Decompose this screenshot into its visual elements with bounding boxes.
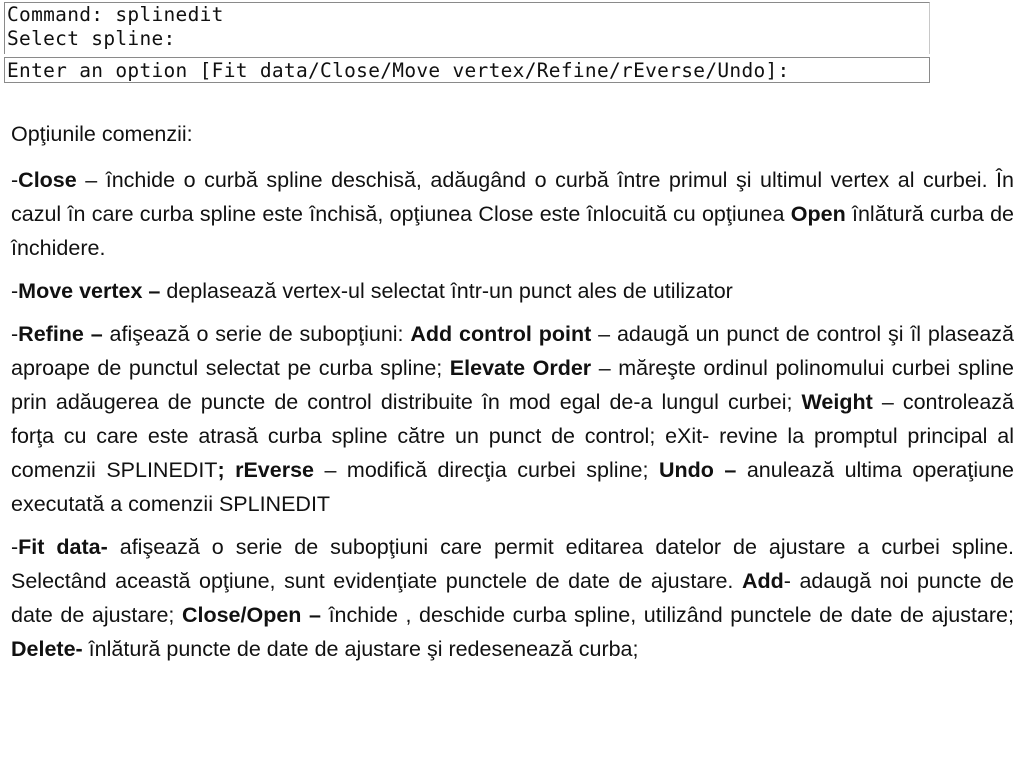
undo-description: anulează ultima operaţiune executată a comenzii SPLINEDIT [11,458,1015,516]
command-prompt-line[interactable]: Enter an option [Fit data/Close/Move vertex/Refine/rEverse/Undo]: [4,57,930,83]
close-option-paragraph [11,163,1014,265]
close-open-term: Close/Open – [181,603,321,627]
close-description: – închide o curbă spline deschisă, adăugând o curbă între primul şi ultimul vertex al curbei. În cazul în care curba spline este închisă, opţiunea Close este înlocuită cu opţiunea [11,168,1014,226]
open-term: Open [790,202,846,226]
bullet-dash: - [11,535,19,559]
move-vertex-option-paragraph [11,274,1014,308]
document-body [11,117,1014,675]
refine-option-paragraph [11,317,1014,521]
reverse-description: – modifică direcţia curbei spline; [314,458,659,482]
refine-intro: afişează o serie de subopţiuni: [102,322,411,346]
add-control-point-term: Add control point [410,322,592,346]
weight-description: – controlează forţa cu care este atrasă curba spline către un punct de control; eXit- revine la promptul principal al comenzii SPLINEDIT [11,390,1014,482]
elevate-order-description: – măreşte ordinul polinomului curbei spline prin adăugerea de puncte de control distribuite în mod egal de-a lungul curbei; [11,356,1015,414]
undo-term: Undo – [658,458,737,482]
elevate-order-term: Elevate Order [449,356,592,380]
command-window [4,2,930,82]
bullet-dash: - [11,322,19,346]
delete-description: înlătură puncte de date de ajustare şi redesenează curba; [82,637,639,661]
command-history-line: Select spline: [7,27,176,50]
fit-data-description: afişează o serie de subopţiuni care permit editarea datelor de ajustare a curbei spline. Selectând această opţiune, sunt evidenţiate punctele de date de ajustare. [11,535,1014,593]
refine-term: Refine – [18,322,103,346]
command-history [4,2,930,54]
weight-term: Weight [801,390,873,414]
open-description: înlătură curba de închidere. [11,202,1014,260]
move-vertex-description: deplasează vertex-ul selectat într-un punct ales de utilizator [160,279,733,303]
close-open-description: închide , deschide curba spline, utilizând punctele de date de ajustare; [320,603,1014,627]
options-heading: Opţiunile comenzii: [11,122,193,146]
bullet-dash: - [11,279,19,303]
fit-data-term: Fit data- [18,535,108,559]
reverse-term: ; rEverse [217,458,314,482]
bullet-dash: - [11,168,19,192]
delete-term: Delete- [11,637,83,661]
close-term: Close [18,168,77,192]
add-control-point-description: – adaugă un punct de control şi îl plasează aproape de punctul selectat pe curba spline; [11,322,1014,380]
add-description: - adaugă noi puncte de date de ajustare; [11,569,1014,627]
add-term: Add [741,569,784,593]
fit-data-option-paragraph [11,530,1014,666]
command-history-line: Command: splinedit [7,3,224,26]
move-vertex-term: Move vertex – [18,279,161,303]
